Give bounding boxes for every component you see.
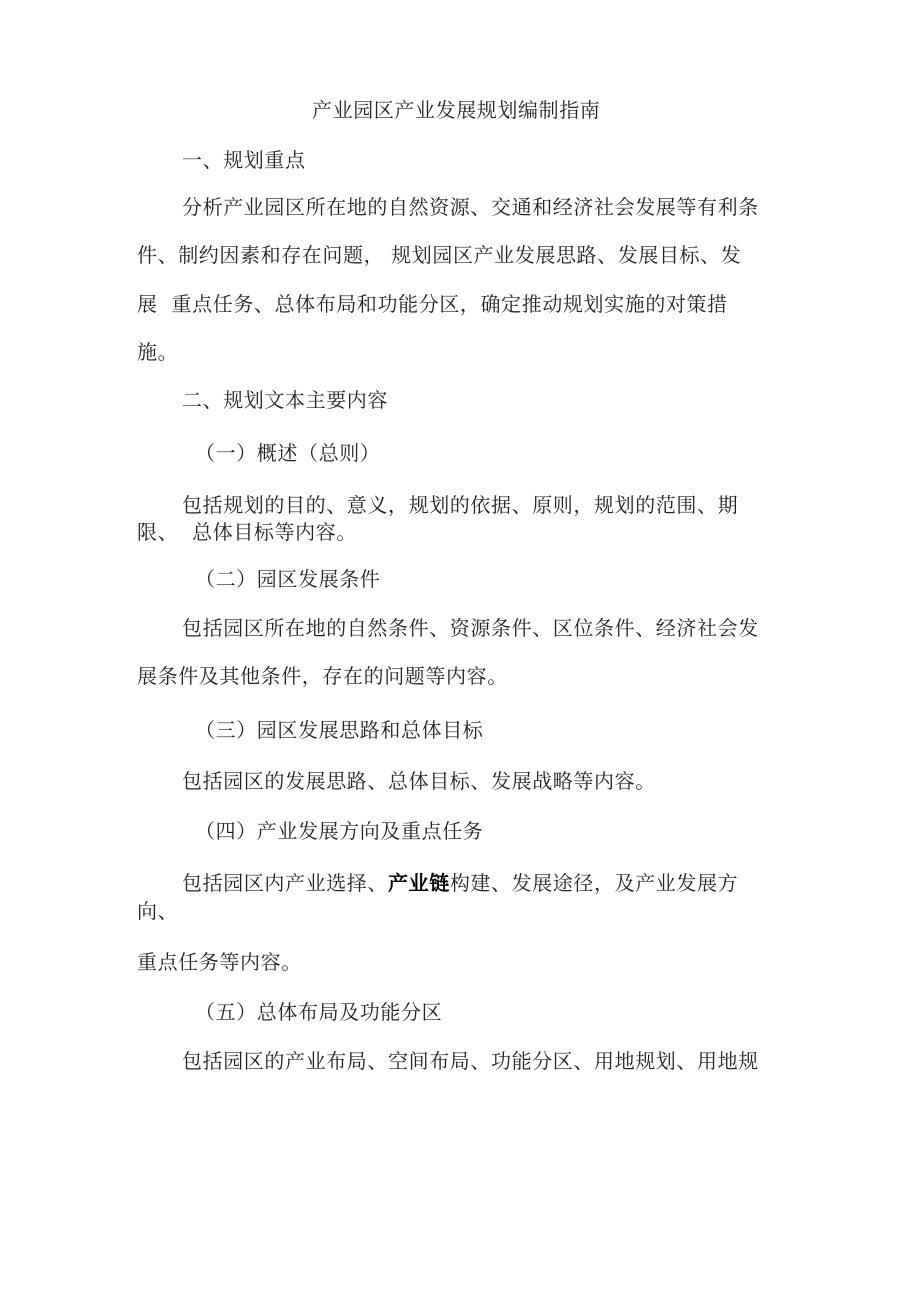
subsection-4-paragraph-line-1 bbox=[182, 870, 738, 896]
subsection-1-paragraph-line-2: 限、 总体目标等内容。 bbox=[137, 520, 357, 544]
section-1-paragraph-line-3: 展 重点任务、总体布局和功能分区，确定推动规划实施的对策措 bbox=[137, 292, 728, 316]
section-2-heading: 二、规划文本主要内容 bbox=[182, 388, 388, 412]
subsection-3-heading: （三）园区发展思路和总体目标 bbox=[195, 718, 484, 742]
section-1-paragraph-line-4: 施。 bbox=[137, 340, 179, 364]
subsection-2-heading: （二）园区发展条件 bbox=[195, 567, 381, 591]
industry-chain-term: 产业链 bbox=[388, 871, 450, 895]
subsection-4-paragraph-line-3: 重点任务等内容。 bbox=[137, 950, 302, 974]
section-1-paragraph-line-1: 分析产业园区所在地的自然资源、交通和经济社会发展等有利条 bbox=[182, 195, 759, 219]
subsection-2-paragraph-line-2: 展条件及其他条件，存在的问题等内容。 bbox=[137, 664, 508, 688]
subsection-4-heading: （四）产业发展方向及重点任务 bbox=[195, 819, 484, 843]
subsection-5-paragraph-line-1: 包括园区的产业布局、空间布局、功能分区、用地规划、用地规 bbox=[182, 1049, 759, 1073]
subsection-4-text-c: 构建、发展途径，及产业发展方 bbox=[449, 871, 739, 895]
subsection-3-paragraph-line-1: 包括园区的发展思路、总体目标、发展战略等内容。 bbox=[182, 769, 656, 793]
subsection-1-heading: （一）概述（总则） bbox=[195, 441, 381, 465]
document-title: 产业园区产业发展规划编制指南 bbox=[312, 98, 601, 122]
subsection-4-text-a: 包括园区内产业选择、 bbox=[182, 871, 388, 895]
section-1-heading: 一、规划重点 bbox=[182, 148, 306, 172]
subsection-5-heading: （五）总体布局及功能分区 bbox=[195, 1000, 443, 1024]
subsection-1-paragraph-line-1: 包括规划的目的、意义，规划的依据、原则，规划的范围、期 bbox=[182, 493, 739, 517]
section-1-paragraph-line-2: 件、制约因素和存在问题， 规划园区产业发展思路、发展目标、发 bbox=[137, 243, 742, 267]
subsection-2-paragraph-line-1: 包括园区所在地的自然条件、资源条件、区位条件、经济社会发 bbox=[182, 616, 759, 640]
subsection-4-paragraph-line-2: 向、 bbox=[137, 899, 179, 923]
